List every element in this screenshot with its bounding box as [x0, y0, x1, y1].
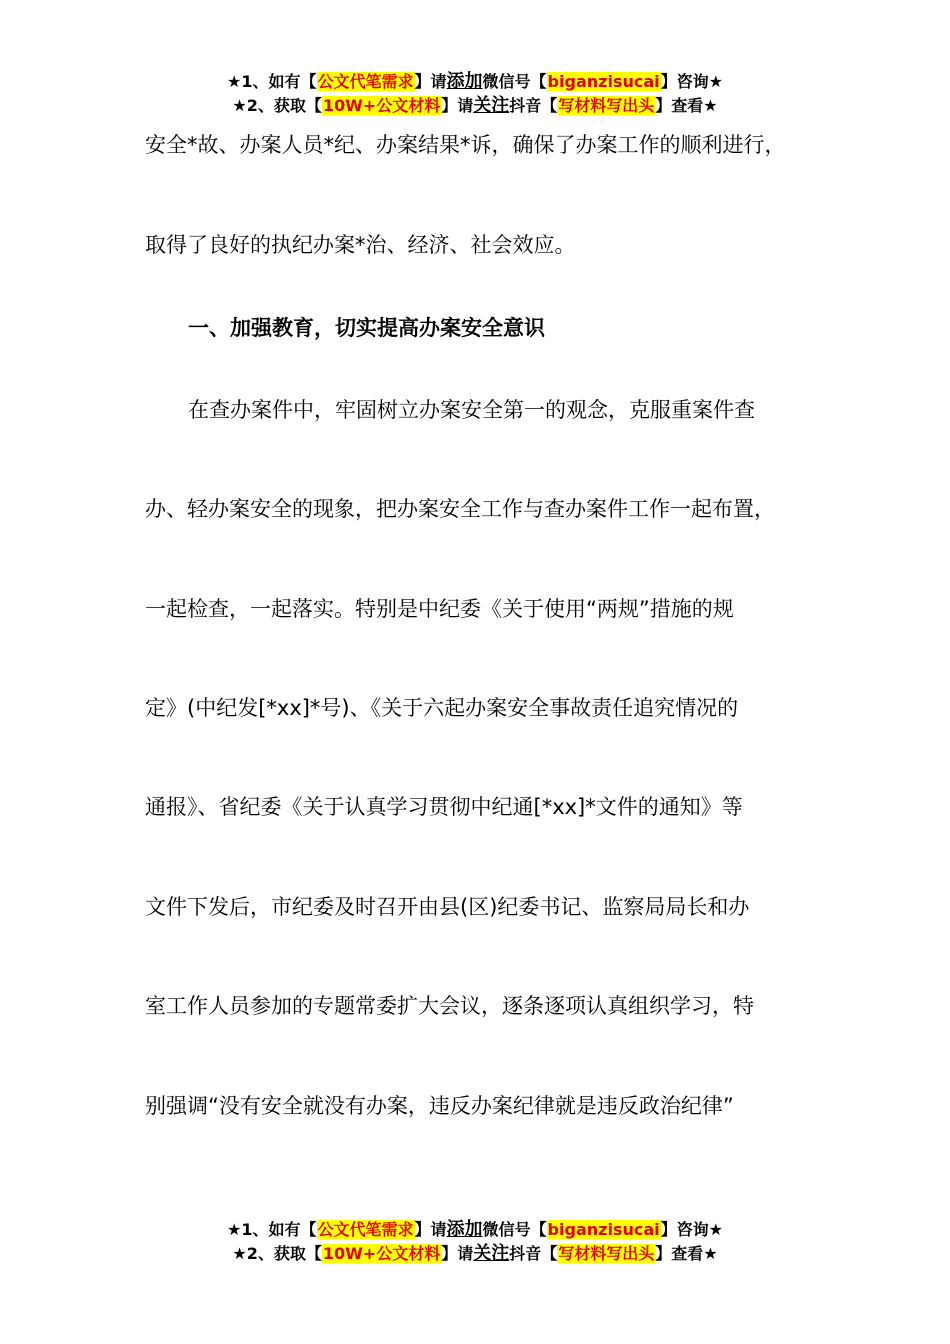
banner-line-2: ★2、获取【10W+公文材料】请关注抖音【写材料写出头】查看★: [232, 1243, 718, 1264]
banner-line-2: ★2、获取【10W+公文材料】请关注抖音【写材料写出头】查看★: [232, 95, 718, 116]
highlight-materials: 10W+公文材料: [322, 1244, 441, 1263]
top-banner: [0, 70, 950, 118]
body-line-4: 办、轻办案安全的现象，把办案安全工作与查办案件工作一起布置，: [145, 497, 775, 521]
section-heading: 一、加强教育，切实提高办案安全意识: [188, 316, 545, 340]
highlight-douyin: 写材料写出头: [558, 96, 655, 115]
body-line-2: 取得了良好的执纪办案*治、经济、社会效应。: [145, 233, 576, 257]
highlight-materials: 10W+公文材料: [322, 96, 441, 115]
body-line-9: 室工作人员参加的专题常委扩大会议，逐条逐项认真组织学习，特: [145, 994, 754, 1018]
bottom-banner: [0, 1218, 950, 1266]
body-line-6: 定》(中纪发[*xx]*号)、《关于六起办案安全事故责任追究情况的: [145, 696, 739, 720]
body-line-7: 通报》、省纪委《关于认真学习贯彻中纪通[*xx]*文件的通知》等: [145, 795, 743, 819]
highlight-service: 公文代笔需求: [317, 72, 414, 91]
body-line-1: 安全*故、办案人员*纪、办案结果*诉，确保了办案工作的顺利进行，: [145, 133, 786, 157]
highlight-wechat-id: biganzisucai: [547, 72, 660, 91]
highlight-service: 公文代笔需求: [317, 1220, 414, 1239]
body-line-10: 别强调“没有安全就没有办案，违反办案纪律就是违反政治纪律”: [145, 1094, 734, 1118]
body-line-8: 文件下发后，市纪委及时召开由县(区)纪委书记、监察局局长和办: [145, 895, 750, 919]
body-line-5: 一起检查，一起落实。特别是中纪委《关于使用“两规”措施的规: [145, 597, 734, 621]
body-line-3: 在查办案件中，牢固树立办案安全第一的观念，克服重案件查: [188, 398, 755, 422]
highlight-douyin: 写材料写出头: [558, 1244, 655, 1263]
banner-line-1: ★1、如有【公文代笔需求】请添加微信号【biganzisucai】咨询★: [227, 1219, 723, 1240]
banner-line-1: ★1、如有【公文代笔需求】请添加微信号【biganzisucai】咨询★: [227, 71, 723, 92]
highlight-wechat-id: biganzisucai: [547, 1220, 660, 1239]
